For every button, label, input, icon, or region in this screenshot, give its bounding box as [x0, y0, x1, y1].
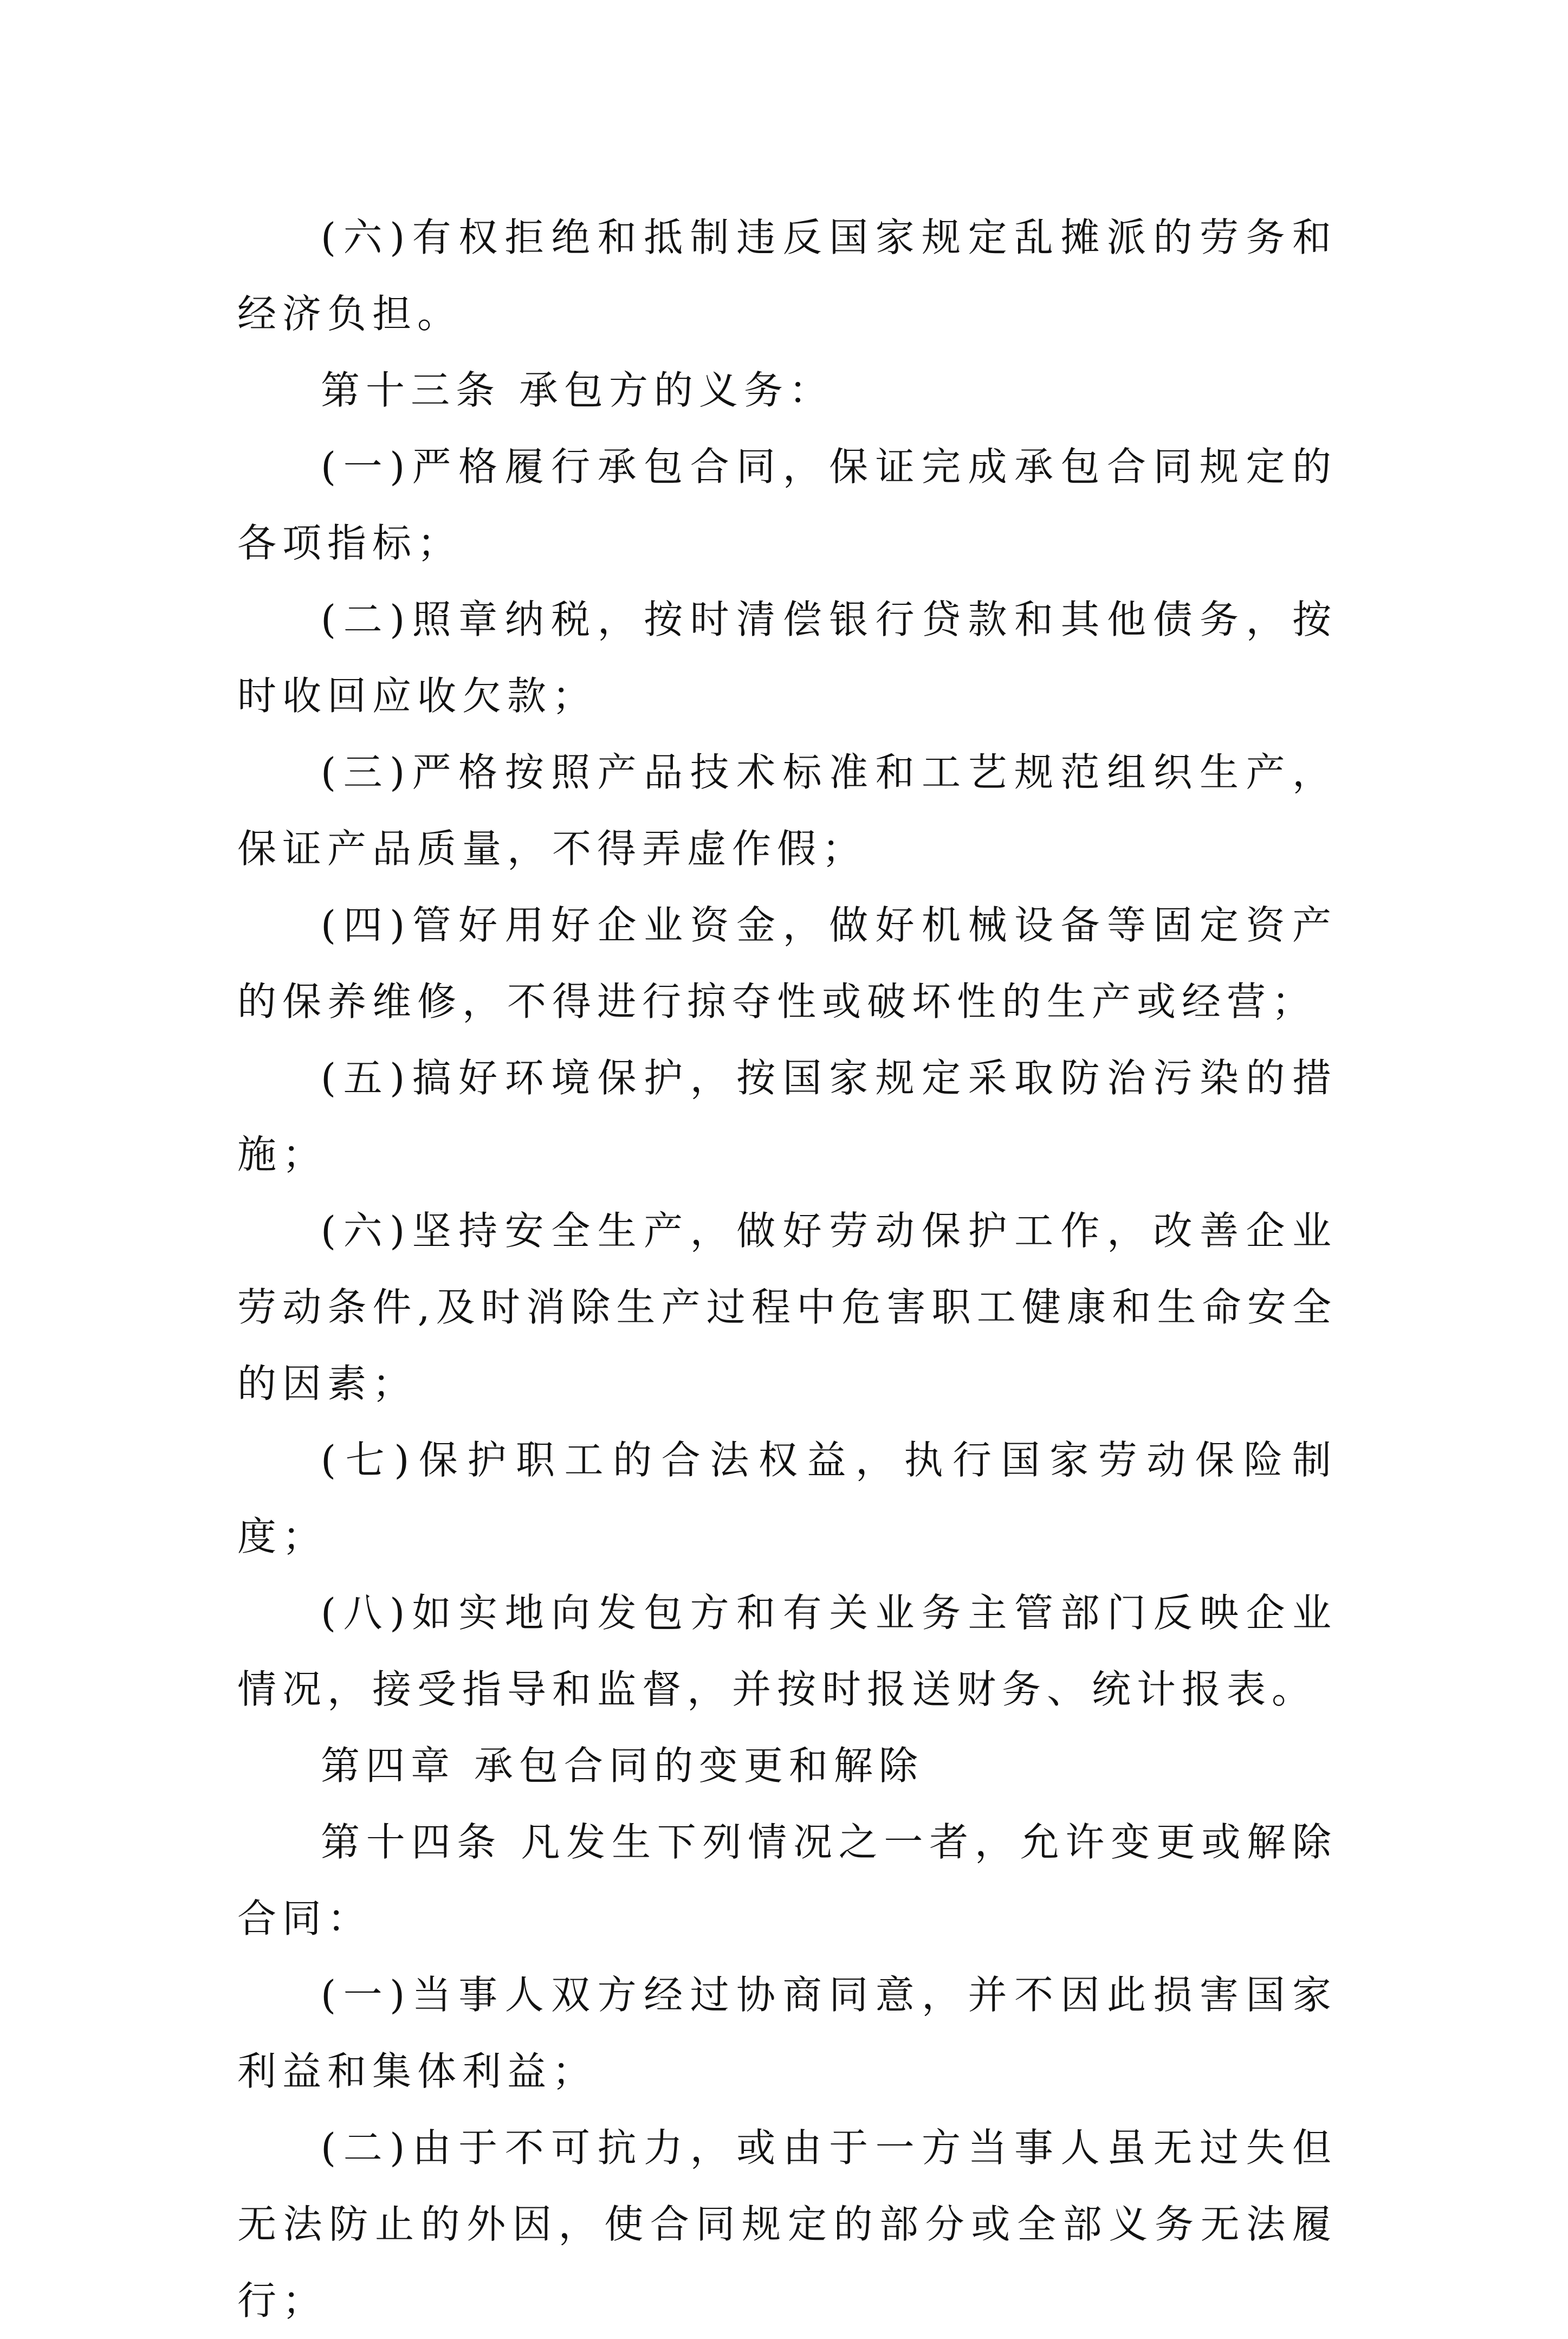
paragraph: (一)严格履行承包合同，保证完成承包合同规定的各项指标； [237, 444, 1337, 566]
article-heading: 第十四条 凡发生下列情况之一者，允许变更或解除合同： [237, 1819, 1337, 1941]
document-body [237, 199, 1337, 2339]
paragraph: (二)由于不可抗力，或由于一方当事人虽无过失但无法防止的外因，使合同规定的部分或全部义务无法履行； [237, 2125, 1337, 2323]
paragraph: (三)严格按照产品技术标准和工艺规范组织生产，保证产品质量，不得弄虚作假； [237, 749, 1337, 871]
paragraph: (六)坚持安全生产，做好劳动保护工作，改善企业劳动条件,及时消除生产过程中危害职工健康和生命安全的因素； [237, 1208, 1337, 1406]
paragraph: (四)管好用好企业资金，做好机械设备等固定资产的保养维修，不得进行掠夺性或破坏性的生产或经营； [237, 902, 1337, 1024]
paragraph: (一)当事人双方经过协商同意，并不因此损害国家利益和集体利益； [237, 1972, 1337, 2094]
article-heading: 第十三条 承包方的义务： [321, 367, 834, 413]
paragraph: (八)如实地向发包方和有关业务主管部门反映企业情况，接受指导和监督，并按时报送财务、统计报表。 [237, 1590, 1337, 1712]
paragraph: (五)搞好环境保护，按国家规定采取防治污染的措施； [237, 1055, 1337, 1177]
paragraph: (二)照章纳税，按时清偿银行贷款和其他债务，按时收回应收欠款； [237, 597, 1337, 719]
chapter-heading: 第四章 承包合同的变更和解除 [321, 1743, 924, 1788]
paragraph: (六)有权拒绝和抵制违反国家规定乱摊派的劳务和经济负担。 [237, 215, 1337, 337]
paragraph: (七)保护职工的合法权益，执行国家劳动保险制度； [237, 1437, 1337, 1559]
